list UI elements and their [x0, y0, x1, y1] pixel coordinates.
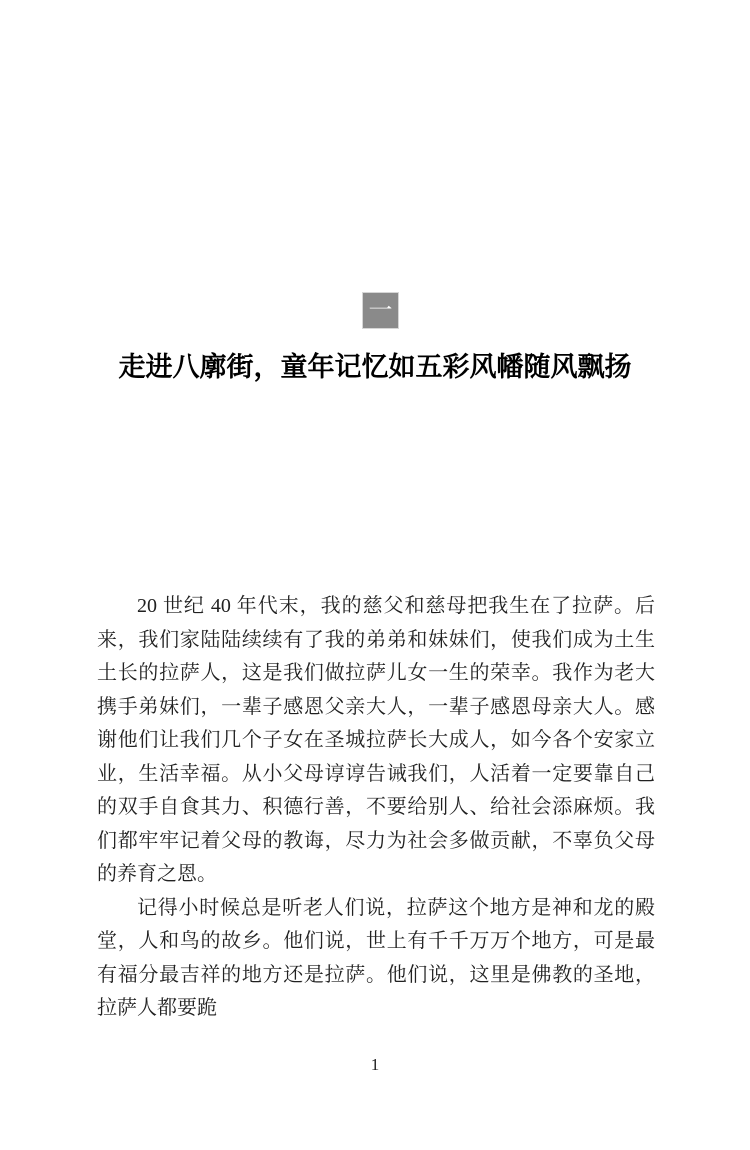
page-number: 1 [370, 1055, 380, 1074]
chapter-number-badge [363, 293, 398, 328]
chapter-number-label: 一 [368, 297, 393, 324]
body-paragraph-1: 20 世纪 40 年代末，我的慈父和慈母把我生在了拉萨。后来，我们家陆陆续续有了我的弟弟和妹妹们，使我们成为土生土长的拉萨人，这是我们做拉萨儿女一生的荣幸。我作为老大携手弟妹们，一辈子感恩父亲大人，一辈子感恩母亲大人。感谢他们让我们几个子女在圣城拉萨长大成人，如今各个安家立业，生活幸福。从小父母谆谆告诫我们，人活着一定要靠自己的双手自食其力、积德行善，不要给别人、给社会添麻烦。我们都牢牢记着父母的教诲，尽力为社会多做贡献，不辜负父母的养育之恩。 [97, 595, 655, 885]
chapter-title: 走进八廓街，童年记忆如五彩风幡随风飘扬 [118, 352, 632, 382]
body-paragraph-2: 记得小时候总是听老人们说，拉萨这个地方是神和龙的殿堂，人和鸟的故乡。他们说，世上有千千万万个地方，可是最有福分最吉祥的地方还是拉萨。他们说，这里是佛教的圣地，拉萨人都要跪 [97, 896, 655, 1019]
chapter-body [97, 590, 655, 1026]
